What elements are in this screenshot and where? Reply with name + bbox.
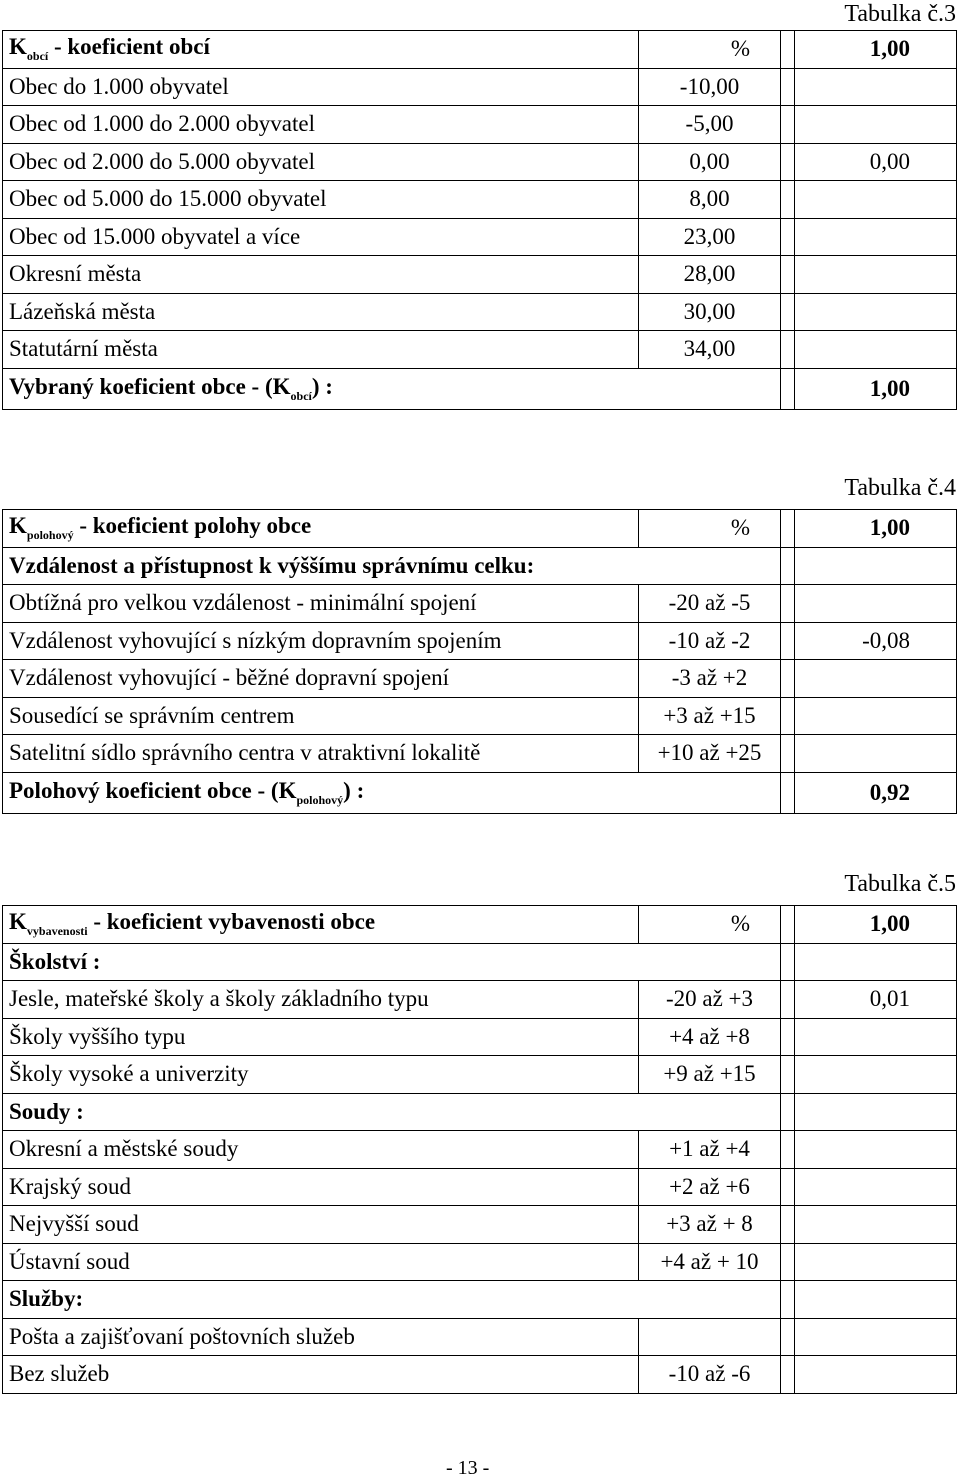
table3-summary-result: 1,00	[795, 368, 957, 409]
row-result	[795, 218, 957, 256]
row-label: Pošta a zajišťovaní poštovních služeb	[3, 1318, 639, 1356]
row-value: 0,00	[639, 143, 781, 181]
row-label: Obec od 2.000 do 5.000 obyvatel	[3, 143, 639, 181]
table4-summary-result: 0,92	[795, 772, 957, 813]
table-row	[3, 256, 957, 294]
row-label: Školy vyššího typu	[3, 1018, 639, 1056]
row-result	[795, 735, 957, 773]
table-4	[2, 509, 957, 814]
row-label: Okresní města	[3, 256, 639, 294]
table-row	[3, 1318, 957, 1356]
table5-section-row	[3, 1281, 957, 1319]
table5-section-row	[3, 1093, 957, 1131]
row-value: -10,00	[639, 68, 781, 106]
table3-header-title: $K_{obcí}$ - koeficient obcí	[3, 31, 639, 69]
section-title: Soudy :	[3, 1093, 781, 1131]
row-value: 28,00	[639, 256, 781, 294]
table-row	[3, 218, 957, 256]
row-result	[795, 697, 957, 735]
row-label: Satelitní sídlo správního centra v atraktivní lokalitě	[3, 735, 639, 773]
table5-section-row	[3, 943, 957, 981]
row-result: -0,08	[795, 622, 957, 660]
row-result	[795, 293, 957, 331]
table-row	[3, 697, 957, 735]
row-result	[795, 68, 957, 106]
table-row	[3, 1243, 957, 1281]
table-row	[3, 735, 957, 773]
row-value: -3 až +2	[639, 660, 781, 698]
table-row	[3, 622, 957, 660]
table-row	[3, 1356, 957, 1394]
row-result	[795, 1318, 957, 1356]
row-result	[795, 1243, 957, 1281]
table-row	[3, 293, 957, 331]
table-row	[3, 981, 957, 1019]
row-result	[795, 1206, 957, 1244]
row-result	[795, 1131, 957, 1169]
table4-header-result: 1,00	[795, 510, 957, 548]
row-value: +1 až +4	[639, 1131, 781, 1169]
row-result	[795, 1168, 957, 1206]
row-result	[795, 331, 957, 369]
row-label: Nejvyšší soud	[3, 1206, 639, 1244]
row-value: -10 až -6	[639, 1356, 781, 1394]
table3-header-row	[3, 31, 957, 69]
table5-header-result: 1,00	[795, 906, 957, 944]
section-title: Služby:	[3, 1281, 781, 1319]
row-label: Ústavní soud	[3, 1243, 639, 1281]
row-result: 0,01	[795, 981, 957, 1019]
row-value: +3 až +15	[639, 697, 781, 735]
row-value: 30,00	[639, 293, 781, 331]
row-label: Lázeňská města	[3, 293, 639, 331]
row-label: Vzdálenost vyhovující - běžné dopravní spojení	[3, 660, 639, 698]
table4-section-row	[3, 547, 957, 585]
row-label: Obec od 15.000 obyvatel a více	[3, 218, 639, 256]
table-row	[3, 181, 957, 219]
table-row	[3, 660, 957, 698]
row-result: 0,00	[795, 143, 957, 181]
row-result	[795, 106, 957, 144]
row-result	[795, 181, 957, 219]
row-value: +3 až + 8	[639, 1206, 781, 1244]
table3-caption: Tabulka č.3	[844, 1, 956, 27]
row-value: 34,00	[639, 331, 781, 369]
table3-header-result: 1,00	[795, 31, 957, 69]
table-row	[3, 68, 957, 106]
table-row	[3, 1056, 957, 1094]
row-value: -5,00	[639, 106, 781, 144]
table-5	[2, 905, 957, 1394]
row-value: 8,00	[639, 181, 781, 219]
section-title: Školství :	[3, 943, 781, 981]
row-label: Jesle, mateřské školy a školy základního typu	[3, 981, 639, 1019]
row-value: -20 až +3	[639, 981, 781, 1019]
table5-header-title: $K_{vybavenosti}$ - koeficient vybavenosti obce	[3, 906, 639, 944]
row-label: Obec od 5.000 do 15.000 obyvatel	[3, 181, 639, 219]
row-label: Vzdálenost vyhovující s nízkým dopravním spojením	[3, 622, 639, 660]
table4-summary-row	[3, 772, 957, 813]
page-number: - 13 -	[446, 1457, 490, 1479]
row-result	[795, 1018, 957, 1056]
table-row	[3, 1206, 957, 1244]
table5-header-row	[3, 906, 957, 944]
table3-header-percent: %	[639, 31, 781, 69]
table3-summary-label: Vybraný koeficient obce - $(K_{obcí})$ :	[3, 368, 781, 409]
table-row	[3, 1018, 957, 1056]
row-result	[795, 256, 957, 294]
row-result	[795, 585, 957, 623]
table4-caption: Tabulka č.4	[844, 475, 956, 501]
row-value: -20 až -5	[639, 585, 781, 623]
table4-summary-label: Polohový koeficient obce - $(K_{polohový})$ :	[3, 772, 781, 813]
row-label: Obec do 1.000 obyvatel	[3, 68, 639, 106]
table5-header-percent: %	[639, 906, 781, 944]
row-value	[639, 1318, 781, 1356]
row-result	[795, 660, 957, 698]
table5-caption: Tabulka č.5	[844, 871, 956, 897]
row-result	[795, 1056, 957, 1094]
row-result	[795, 1356, 957, 1394]
row-value: +4 až +8	[639, 1018, 781, 1056]
table4-header-row	[3, 510, 957, 548]
table-row	[3, 585, 957, 623]
row-value: 23,00	[639, 218, 781, 256]
row-value: +10 až +25	[639, 735, 781, 773]
table-3	[2, 30, 957, 410]
table3-summary-row	[3, 368, 957, 409]
section-title: Vzdálenost a přístupnost k výššímu správnímu celku:	[3, 547, 781, 585]
table-row	[3, 143, 957, 181]
table4-header-title: $K_{polohový}$ - koeficient polohy obce	[3, 510, 639, 548]
row-label: Školy vysoké a univerzity	[3, 1056, 639, 1094]
row-label: Statutární města	[3, 331, 639, 369]
table-row	[3, 1131, 957, 1169]
table-row	[3, 106, 957, 144]
row-label: Sousedící se správním centrem	[3, 697, 639, 735]
row-label: Obtížná pro velkou vzdálenost - minimální spojení	[3, 585, 639, 623]
row-value: +9 až +15	[639, 1056, 781, 1094]
table-row	[3, 331, 957, 369]
row-label: Krajský soud	[3, 1168, 639, 1206]
row-label: Okresní a městské soudy	[3, 1131, 639, 1169]
row-value: +2 až +6	[639, 1168, 781, 1206]
row-value: +4 až + 10	[639, 1243, 781, 1281]
table-row	[3, 1168, 957, 1206]
row-value: -10 až -2	[639, 622, 781, 660]
table4-header-percent: %	[639, 510, 781, 548]
row-label: Bez služeb	[3, 1356, 639, 1394]
row-label: Obec od 1.000 do 2.000 obyvatel	[3, 106, 639, 144]
